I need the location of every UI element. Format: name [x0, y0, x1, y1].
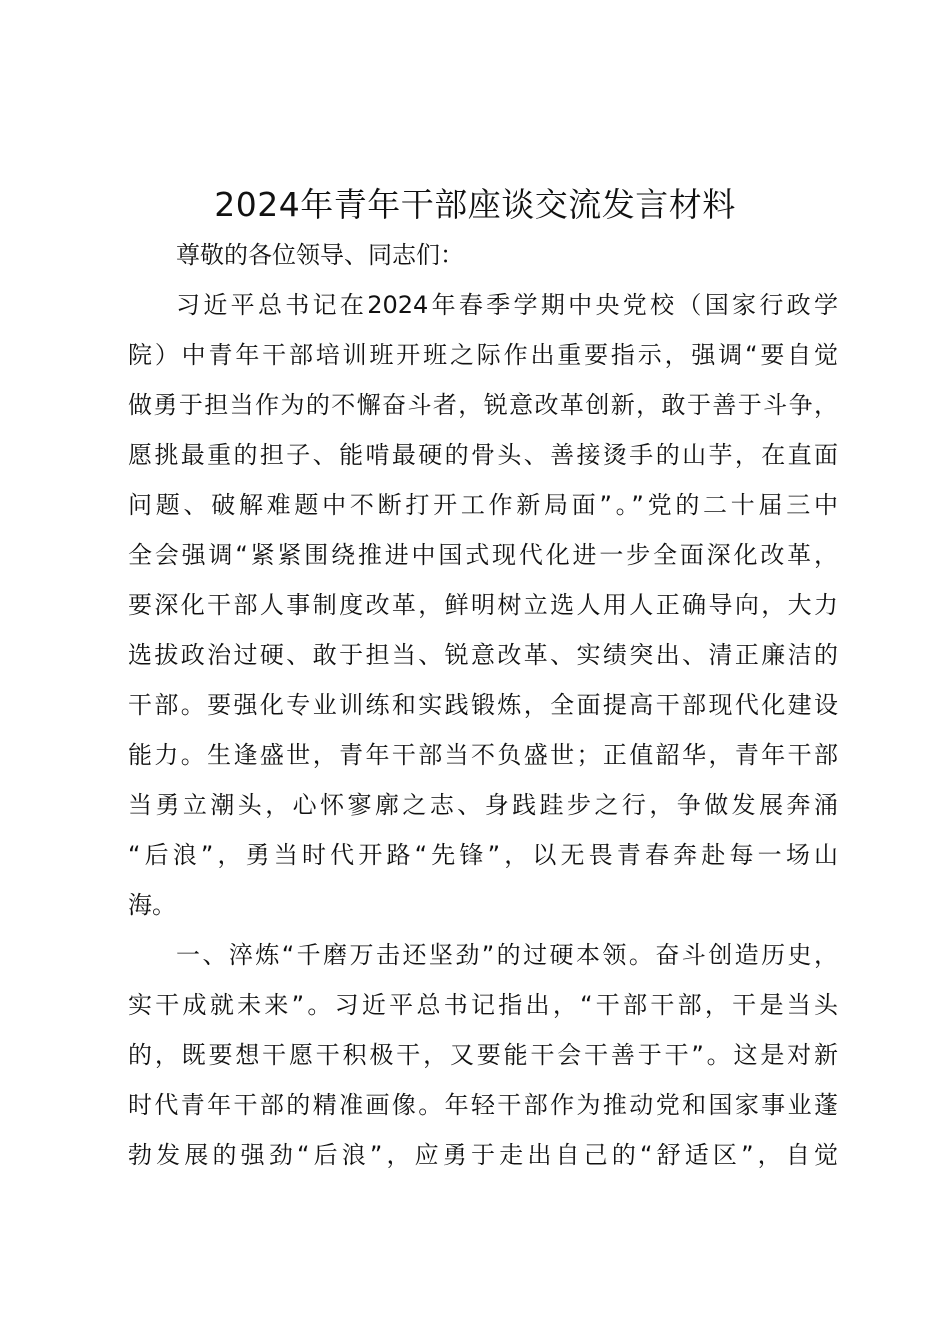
paragraph-line: 能力。生逢盛世，青年干部当不负盛世；正值韶华，青年干部: [128, 741, 838, 769]
paragraph-line: 要深化干部人事制度改革，鲜明树立选人用人正确导向，大力: [128, 591, 838, 619]
paragraph-line: 愿挑最重的担子、能啃最硬的骨头、善接烫手的山芋，在直面: [128, 441, 838, 469]
paragraph-line: 当勇立潮头，心怀寥廓之志、身践跬步之行，争做发展奔涌: [128, 791, 838, 819]
paragraph-line: 海。: [128, 891, 176, 919]
paragraph-line: 时代青年干部的精准画像。年轻干部作为推动党和国家事业蓬: [128, 1091, 838, 1119]
paragraph-line: 做勇于担当作为的不懈奋斗者，锐意改革创新，敢于善于斗争，: [128, 391, 838, 419]
document-body: [128, 230, 838, 1180]
paragraph-line: 全会强调“紧紧围绕推进中国式现代化进一步全面深化改革，: [128, 541, 838, 569]
paragraph-line: 的，既要想干愿干积极干，又要能干会干善于干”。这是对新: [128, 1041, 838, 1069]
paragraph-line: 习近平总书记在2024年春季学期中央党校（国家行政学: [176, 291, 838, 319]
paragraph-line: 实干成就未来”。习近平总书记指出，“干部干部，干是当头: [128, 991, 838, 1019]
paragraph-line: “后浪”，勇当时代开路“先锋”，以无畏青春奔赴每一场山: [128, 841, 838, 869]
paragraph-line: 问题、破解难题中不断打开工作新局面”。”党的二十届三中: [128, 491, 838, 519]
paragraph-line: 干部。要强化专业训练和实践锻炼，全面提高干部现代化建设: [128, 691, 838, 719]
paragraph-line: 院）中青年干部培训班开班之际作出重要指示，强调“要自觉: [128, 341, 838, 369]
document-title: 2024年青年干部座谈交流发言材料: [214, 185, 736, 224]
salutation-line: 尊敬的各位领导、同志们：: [176, 241, 464, 269]
section-heading-line: 一、淬炼“千磨万击还坚劲”的过硬本领。奋斗创造历史，: [176, 941, 838, 969]
paragraph-line: 选拔政治过硬、敢于担当、锐意改革、实绩突出、清正廉洁的: [128, 641, 838, 669]
paragraph-line: 勃发展的强劲“后浪”，应勇于走出自己的“舒适区”，自觉: [128, 1141, 838, 1169]
